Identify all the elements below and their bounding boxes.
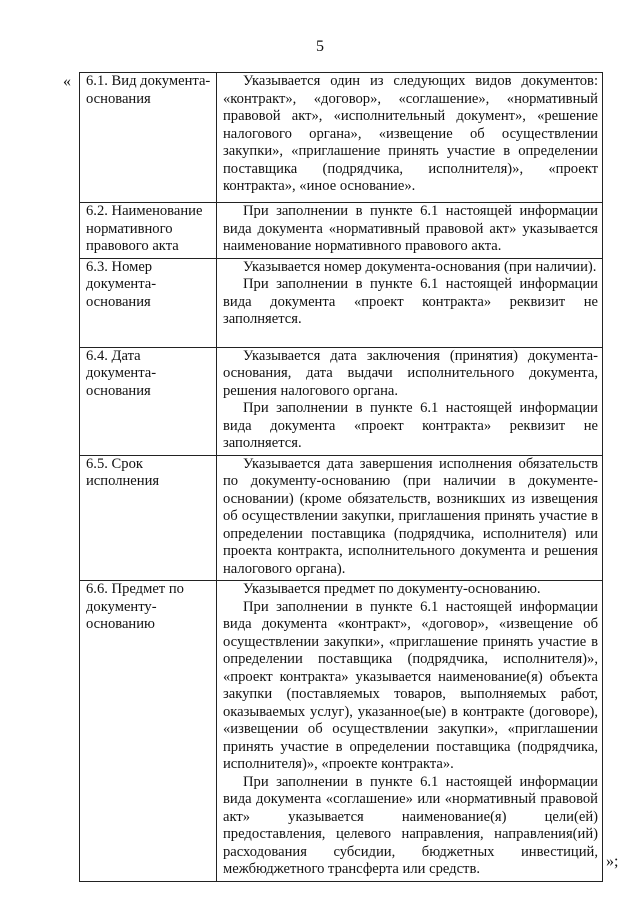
field-label: 6.4. Дата документа-основания xyxy=(80,347,217,455)
description-paragraph: Указывается дата завершения исполнения обязательств по документу-основанию (при наличии в документе-основании) (кроме обязательств, возникших из извещения об осуществлении закупки, приглашения принять участие в определении поставщика (подрядчика, исполнителя) или проекта контракта, исполнительного документа и решения налогового органа). xyxy=(223,455,598,577)
description-paragraph: При заполнении в пункте 6.1 настоящей информации вида документа «контракт», «договор», «извещение об осуществлении закупки», «приглашение принять участие в определении поставщика (подрядчика, исполнителя)», «проект контракта» указывается наименование(я) объекта закупки (поставляемых товаров, выполняемых работ, оказываемых услуг), указанное(ые) в контракте (договоре), «извещении об осуществлении закупки», «приглашении принять участие в определении поставщика (подрядчика, исполнителя)», «проекте контракта». xyxy=(223,598,598,772)
field-description xyxy=(217,455,603,581)
field-description xyxy=(217,203,603,259)
description-paragraph: При заполнении в пункте 6.1 настоящей информации вида документа «соглашение» или «нормативный правовой акт» указывается наименование(я) цели(ей) предоставления, целевого направления, направления(ий) расходования субсидии, бюджетных инвестиций, межбюджетного трансферта или средств. xyxy=(223,773,598,877)
description-paragraph: При заполнении в пункте 6.1 настоящей информации вида документа «проект контракта» реквизит не заполняется. xyxy=(223,400,598,451)
field-description xyxy=(217,581,603,882)
closing-quote: »; xyxy=(606,853,619,870)
field-description xyxy=(217,258,603,347)
table-row xyxy=(80,455,603,581)
field-label: 6.1. Вид документа-основания xyxy=(80,73,217,203)
table-row xyxy=(80,258,603,347)
description-paragraph: Указывается один из следующих видов документов: «контракт», «договор», «соглашение», «нормативный правовой акт», «исполнительный документ», «решение налогового органа», «извещение об осуществлении закупки», «приглашение принять участие в определении поставщика (подрядчика, исполнителя)», «проект контракта», «иное основание». xyxy=(223,73,598,194)
table-row xyxy=(80,581,603,882)
field-description xyxy=(217,73,603,203)
field-label: 6.3. Номер документа-основания xyxy=(80,258,217,347)
requisites-table xyxy=(79,72,603,882)
table-row xyxy=(80,347,603,455)
description-paragraph: При заполнении в пункте 6.1 настоящей информации вида документа «нормативный правовой акт» указывается наименование нормативного правового акта. xyxy=(223,203,598,254)
field-label: 6.2. Наименование нормативного правового акта xyxy=(80,203,217,259)
description-paragraph: При заполнении в пункте 6.1 настоящей информации вида документа «проект контракта» реквизит не заполняется. xyxy=(223,276,598,327)
table-row xyxy=(80,203,603,259)
field-label: 6.6. Предмет по документу-основанию xyxy=(80,581,217,882)
description-paragraph: Указывается номер документа-основания (при наличии). xyxy=(243,258,597,275)
description-paragraph: Указывается предмет по документу-основанию. xyxy=(243,581,541,597)
description-paragraph: Указывается дата заключения (принятия) документа-основания, дата выдачи исполнительного документа, решения налогового органа. xyxy=(223,347,598,399)
field-label: 6.5. Срок исполнения xyxy=(80,455,217,581)
table-row xyxy=(80,73,603,203)
opening-quote: « xyxy=(63,73,71,90)
page-number: 5 xyxy=(316,38,324,55)
field-description xyxy=(217,347,603,455)
